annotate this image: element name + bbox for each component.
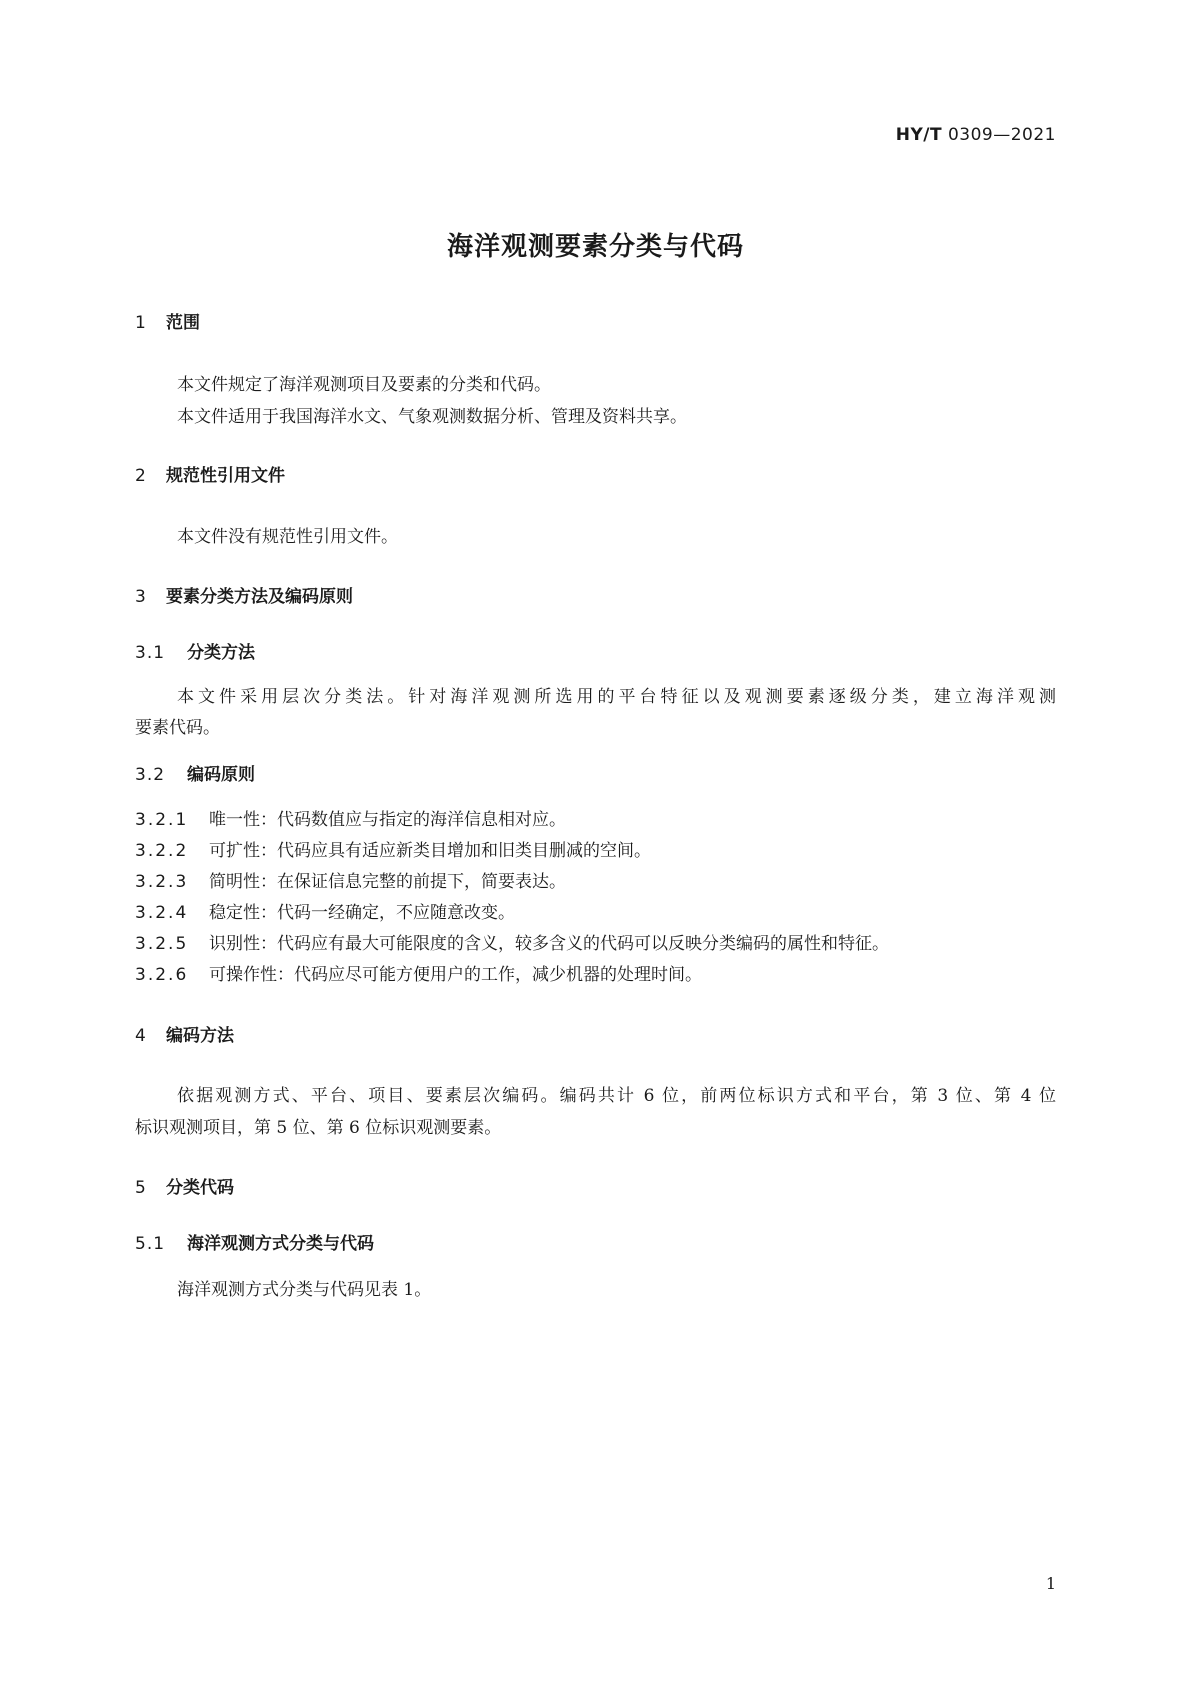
- section-number: 3: [135, 587, 146, 607]
- section-3-heading: [135, 582, 353, 607]
- list-item: [135, 960, 702, 985]
- paragraph-continuation: 要素代码。: [135, 718, 220, 738]
- section-1-heading: [135, 308, 200, 333]
- section-5-1-heading: [135, 1229, 374, 1254]
- page-number: 1: [1045, 1574, 1056, 1593]
- section-number: 2: [135, 466, 146, 486]
- section-title: 范围: [166, 313, 200, 333]
- item-text: 可操作性：代码应尽可能方便用户的工作，减少机器的处理时间。: [209, 965, 702, 985]
- section-number: 3.1: [135, 643, 166, 663]
- standard-code: [896, 125, 1056, 145]
- section-number: 4: [135, 1026, 146, 1046]
- section-5-heading: [135, 1173, 234, 1198]
- paragraph: 本文件没有规范性引用文件。: [177, 527, 398, 547]
- section-title: 分类方法: [187, 643, 255, 663]
- item-text: 稳定性：代码一经确定，不应随意改变。: [209, 903, 515, 923]
- item-number: 3.2.4: [135, 903, 189, 923]
- section-title: 海洋观测方式分类与代码: [187, 1234, 374, 1254]
- list-item: [135, 836, 651, 861]
- section-number: 5.1: [135, 1234, 166, 1254]
- section-title: 规范性引用文件: [166, 466, 285, 486]
- standard-prefix: HY/T: [895, 125, 943, 145]
- paragraph: 本文件规定了海洋观测项目及要素的分类和代码。: [177, 375, 551, 395]
- item-text: 可扩性：代码应具有适应新类目增加和旧类目删减的空间。: [209, 841, 651, 861]
- item-number: 3.2.2: [135, 841, 189, 861]
- section-title: 编码方法: [166, 1026, 234, 1046]
- section-3-2-heading: [135, 760, 255, 785]
- list-item: [135, 929, 889, 954]
- list-item: [135, 898, 515, 923]
- paragraph: 海洋观测方式分类与代码见表 1。: [177, 1280, 432, 1300]
- item-number: 3.2.1: [135, 810, 189, 830]
- list-item: [135, 867, 566, 892]
- section-title: 分类代码: [166, 1178, 234, 1198]
- document-title: 海洋观测要素分类与代码: [446, 232, 744, 262]
- item-text: 识别性：代码应有最大可能限度的含义，较多含义的代码可以反映分类编码的属性和特征。: [209, 934, 889, 954]
- section-3-1-heading: [135, 638, 255, 663]
- item-number: 3.2.5: [135, 934, 189, 954]
- item-number: 3.2.3: [135, 872, 189, 892]
- paragraph: 依据观测方式、平台、项目、要素层次编码。编码共计 6 位，前两位标识方式和平台，第 3 位、第 4 位: [177, 1086, 1056, 1106]
- section-title: 要素分类方法及编码原则: [166, 587, 353, 607]
- paragraph: 本文件适用于我国海洋水文、气象观测数据分析、管理及资料共享。: [177, 407, 687, 427]
- section-number: 5: [135, 1178, 146, 1198]
- standard-number: 0309—2021: [947, 125, 1056, 145]
- paragraph: 本文件采用层次分类法。针对海洋观测所选用的平台特征以及观测要素逐级分类，建立海洋观测: [177, 687, 1056, 707]
- paragraph-continuation: 标识观测项目，第 5 位、第 6 位标识观测要素。: [135, 1118, 502, 1138]
- list-item: [135, 805, 566, 830]
- section-4-heading: [135, 1021, 234, 1046]
- section-number: 3.2: [135, 765, 166, 785]
- item-text: 唯一性：代码数值应与指定的海洋信息相对应。: [209, 810, 566, 830]
- section-number: 1: [135, 313, 146, 333]
- item-number: 3.2.6: [135, 965, 189, 985]
- section-title: 编码原则: [187, 765, 255, 785]
- item-text: 简明性：在保证信息完整的前提下，简要表达。: [209, 872, 566, 892]
- section-2-heading: [135, 461, 285, 486]
